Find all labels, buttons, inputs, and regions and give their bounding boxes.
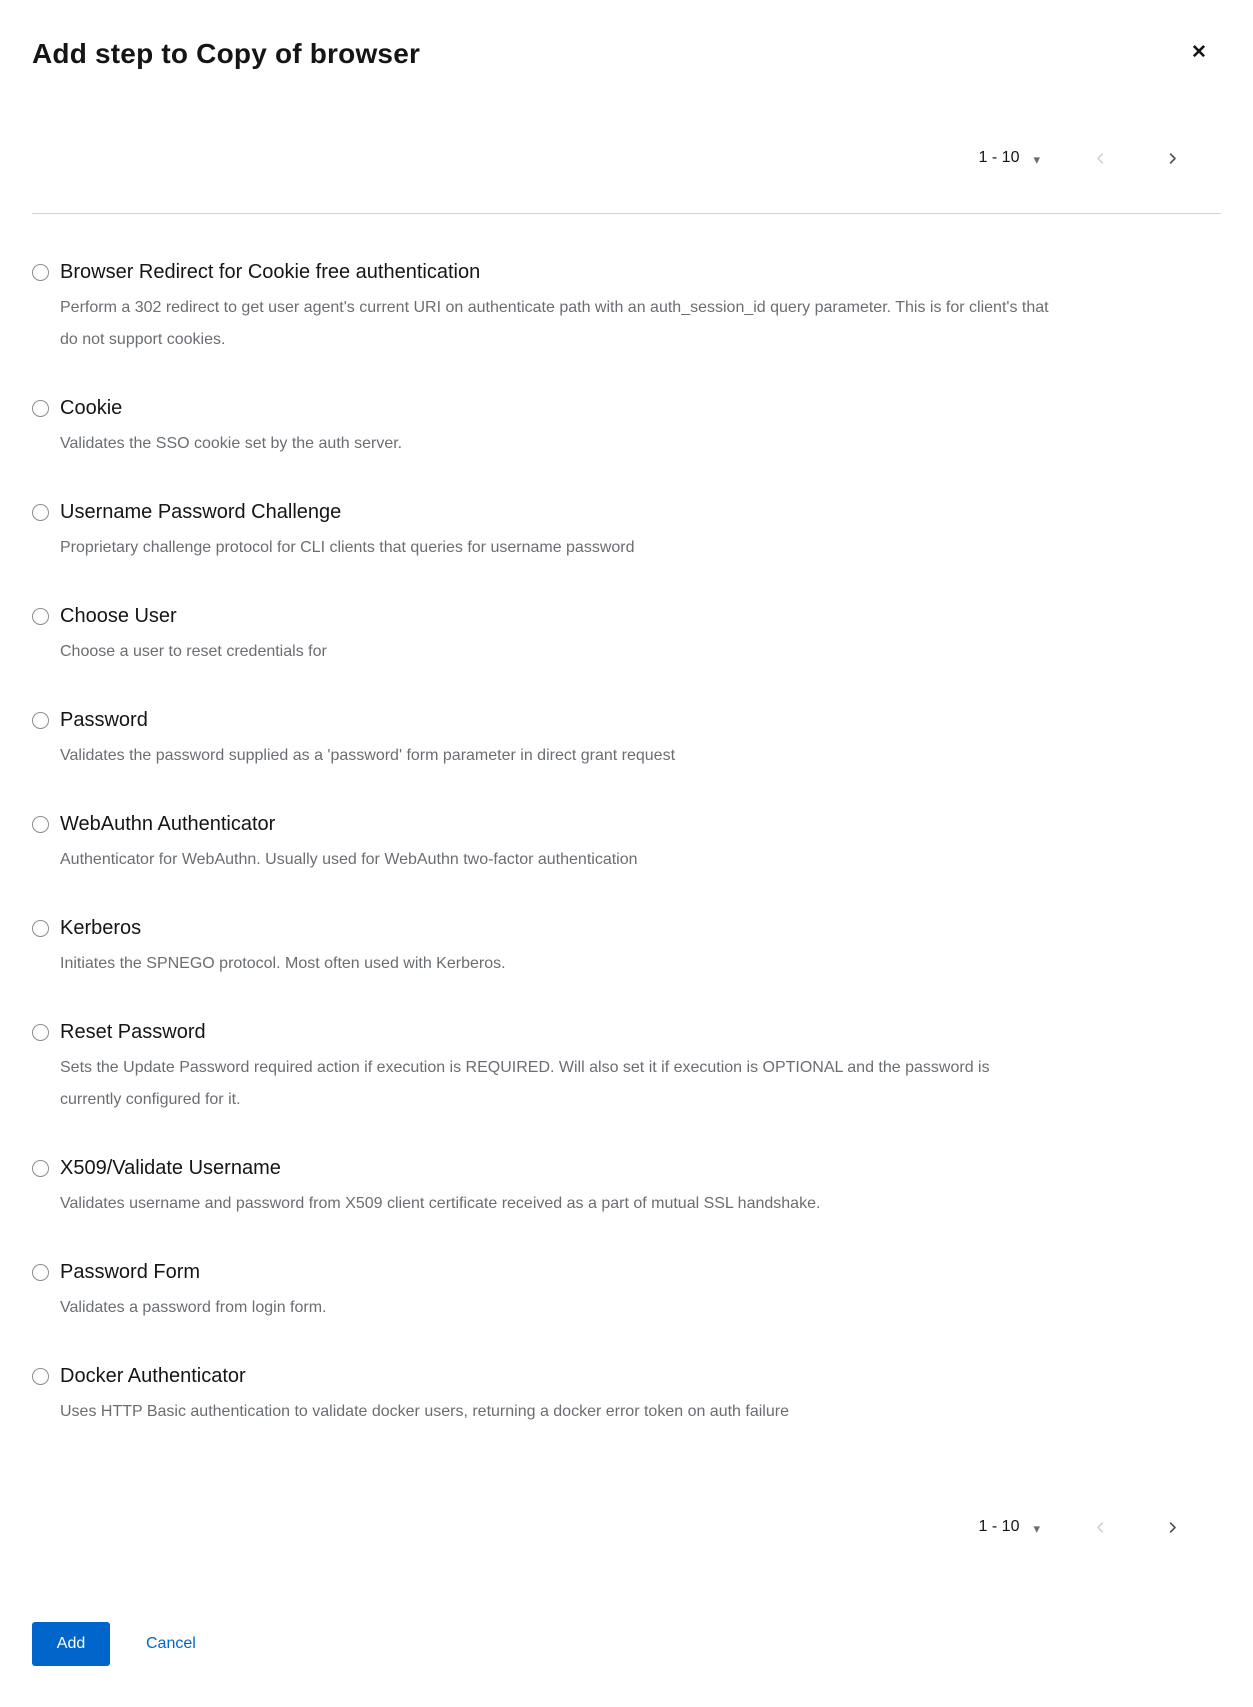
caret-down-icon: ▾ — [1033, 151, 1040, 167]
step-row[interactable] — [32, 1260, 1221, 1324]
modal-header — [32, 36, 1221, 72]
pagination-range-label: 1 - 10 — [978, 149, 1020, 166]
cancel-button[interactable]: Cancel — [146, 1635, 196, 1652]
angle-left-icon — [1093, 150, 1108, 167]
step-description: Choose a user to reset credentials for — [60, 643, 327, 660]
step-radio[interactable] — [32, 1024, 49, 1041]
step-row[interactable] — [32, 916, 1221, 980]
pagination-bottom — [32, 1509, 1194, 1545]
step-name: Browser Redirect for Cookie free authentication — [60, 261, 481, 283]
angle-right-icon — [1165, 1519, 1180, 1536]
step-radio[interactable] — [32, 608, 49, 625]
angle-left-icon — [1093, 1519, 1108, 1536]
step-row[interactable] — [32, 1364, 1221, 1428]
step-name: Password — [60, 709, 148, 731]
step-name: Reset Password — [60, 1021, 206, 1043]
step-row[interactable] — [32, 604, 1221, 668]
step-name: Password Form — [60, 1261, 201, 1283]
step-row[interactable] — [32, 260, 1221, 356]
add-button[interactable]: Add — [32, 1622, 110, 1666]
step-row[interactable] — [32, 396, 1221, 460]
modal-footer — [32, 1622, 1221, 1666]
step-radio[interactable] — [32, 1264, 49, 1281]
step-radio[interactable] — [32, 1368, 49, 1385]
step-description: Initiates the SPNEGO protocol. Most often used with Kerberos. — [60, 955, 506, 972]
pagination-range-label: 1 - 10 — [978, 1518, 1020, 1535]
pagination-menu-toggle[interactable] — [971, 1512, 1048, 1542]
step-description: Proprietary challenge protocol for CLI clients that queries for username password — [60, 539, 635, 556]
step-description: Authenticator for WebAuthn. Usually used for WebAuthn two-factor authentication — [60, 851, 638, 868]
step-name: WebAuthn Authenticator — [60, 813, 276, 835]
step-description: Validates the SSO cookie set by the auth server. — [60, 435, 403, 452]
caret-down-icon: ▾ — [1033, 1520, 1040, 1536]
step-name: X509/Validate Username — [60, 1157, 281, 1179]
angle-right-icon — [1165, 150, 1180, 167]
pagination-menu-toggle[interactable] — [971, 143, 1048, 173]
step-row[interactable] — [32, 500, 1221, 564]
close-button[interactable] — [1185, 38, 1213, 66]
step-radio[interactable] — [32, 264, 49, 281]
step-name: Kerberos — [60, 917, 142, 939]
previous-page-button — [1078, 140, 1122, 176]
step-radio[interactable] — [32, 504, 49, 521]
step-description: Perform a 302 redirect to get user agent's current URI on authenticate path with an auth_session_id query parameter. This is for client's that do not support cookies. — [60, 299, 1049, 348]
step-name: Cookie — [60, 397, 123, 419]
step-description: Validates a password from login form. — [60, 1299, 327, 1316]
previous-page-button — [1078, 1509, 1122, 1545]
step-radio[interactable] — [32, 920, 49, 937]
step-radio[interactable] — [32, 1160, 49, 1177]
step-row[interactable] — [32, 812, 1221, 876]
pagination-top — [32, 140, 1194, 176]
step-row[interactable] — [32, 708, 1221, 772]
step-name: Choose User — [60, 605, 177, 627]
step-list — [32, 214, 1221, 1468]
step-name: Docker Authenticator — [60, 1365, 246, 1387]
next-page-button[interactable] — [1150, 140, 1194, 176]
step-description: Validates username and password from X509 client certificate received as a part of mutual SSL handshake. — [60, 1195, 821, 1212]
step-radio[interactable] — [32, 712, 49, 729]
step-description: Uses HTTP Basic authentication to validate docker users, returning a docker error token on auth failure — [60, 1403, 789, 1420]
step-radio[interactable] — [32, 816, 49, 833]
step-description: Validates the password supplied as a 'password' form parameter in direct grant request — [60, 747, 676, 764]
step-row[interactable] — [32, 1020, 1221, 1116]
step-description: Sets the Update Password required action if execution is REQUIRED. Will also set it if execution is OPTIONAL and the password is currently configured for it. — [60, 1059, 990, 1108]
close-icon: ✕ — [1191, 41, 1207, 63]
page-title: Add step to Copy of browser — [32, 38, 421, 69]
next-page-button[interactable] — [1150, 1509, 1194, 1545]
step-row[interactable] — [32, 1156, 1221, 1220]
step-radio[interactable] — [32, 400, 49, 417]
step-name: Username Password Challenge — [60, 501, 342, 523]
